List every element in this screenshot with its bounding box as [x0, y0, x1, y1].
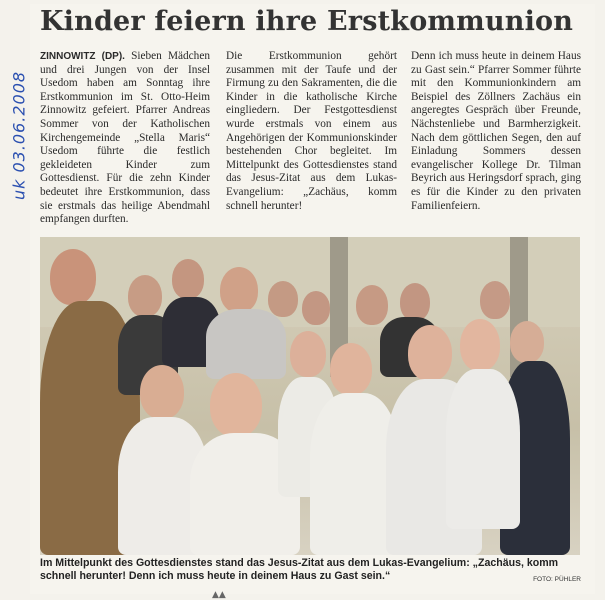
adult-head [302, 291, 330, 325]
adult-head [400, 283, 430, 321]
adult-head [220, 267, 258, 313]
adult-head [480, 281, 510, 319]
photo-credit: FOTO: PÜHLER [533, 576, 581, 583]
handwritten-date-note: uk 03.06.2008 [9, 70, 29, 200]
newspaper-clipping [30, 4, 595, 594]
column-1-text: Sieben Mädchen und drei Jungen von der Insel Usedom haben am Sonntag ihre Erstkommunion im St. Otto-Heim Zinnowitz gefeiert. Pfarrer Andreas Sommer von der Katholischen Kirchengemeinde „Stella Maris“ Usedom führte die festlich gekleideten Kinder zum Gottesdienst. Für die zehn Kinder bedeutet ihre Erstkommunion, dass sie erstmals das heilige Abendmahl empfangen durften. [40, 50, 210, 226]
child-head [408, 325, 452, 381]
article-dateline: ZINNOWITZ (DP). [40, 51, 125, 62]
article-column-1 [40, 50, 210, 240]
adult-figure [206, 309, 286, 379]
adult-head [356, 285, 388, 325]
child-head [330, 343, 372, 395]
adult-head [268, 281, 298, 317]
child-head [140, 365, 184, 419]
ornament-icon: ▲▲ [212, 590, 226, 600]
article-photo [40, 237, 580, 555]
photo-caption: Im Mittelpunkt des Gottesdienstes stand das Jesus-Zitat aus dem Lukas-Evangelium: „Zachäus, komm schnell herunter! Denn ich muss heute in deinem Haus zu Gast sein.“ [40, 557, 559, 582]
child-white-dress [446, 369, 520, 529]
priest-head [50, 249, 96, 305]
article-column-2: Die Erstkommunion gehört zusammen mit der Taufe und der Firmung zu den Sakramenten, die die Kinder in die katholische Kirche eingliedern. Der Festgottesdienst wurde erstmals von einem aus Angehörigen der Kommunionskinder bestehenden Chor begleitet. Im Mittelpunkt des Gottesdienstes stand das Jesus-Zitat aus dem Lukas-Evangelium: „Zachäus, komm schnell herunter! [226, 50, 397, 212]
article-headline: Kinder feiern ihre Erstkommunion [40, 6, 574, 37]
article-column-3: Denn ich muss heute in deinem Haus zu Gast sein.“ Pfarrer Sommer führte mit den Kommunionkindern am Beispiel des Zöllners Zachäus ein angeregtes Gespräch über Freunde, Nächstenliebe und Barmherzigkeit. Nach dem göttlichen Segen, den auf Einladung Sommers dessen evangelischer Kollege Dr. Tilman Beyrich aus Heringsdorf sprach, ging es für die Kinder zu den privaten Familienfeiern. [411, 50, 581, 212]
adult-head [128, 275, 162, 317]
boy-head [510, 321, 544, 363]
child-head [210, 373, 262, 437]
child-head [460, 319, 500, 371]
adult-head [172, 259, 204, 299]
child-head [290, 331, 326, 377]
